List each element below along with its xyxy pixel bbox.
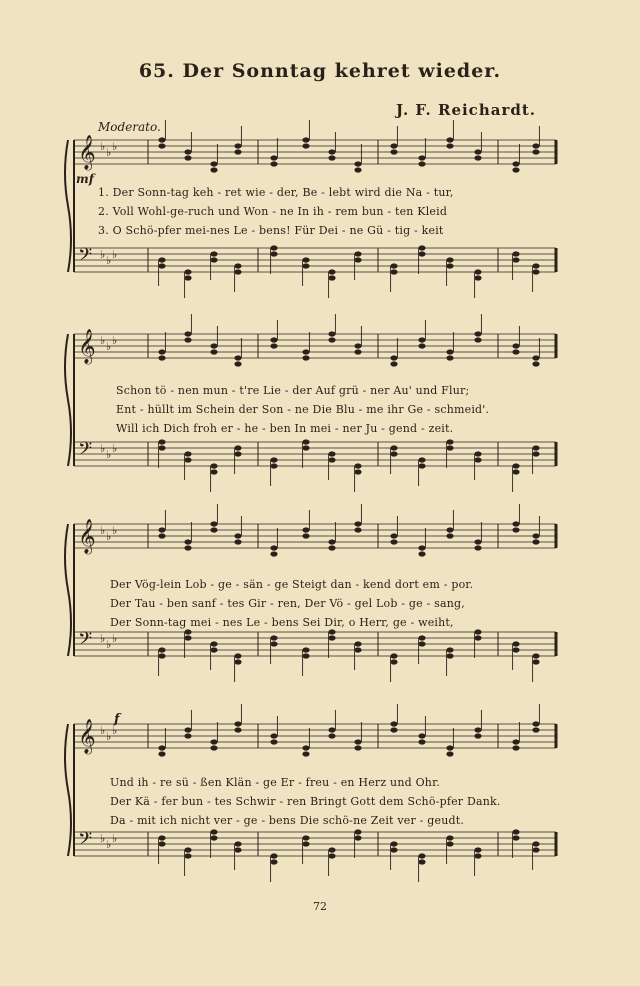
note-head [234,445,241,450]
note-head [302,263,309,268]
note-head [184,727,191,732]
flat-icon: ♭ [106,146,112,159]
note-head [418,457,425,462]
note-head [328,337,335,342]
note-head [418,859,425,864]
note-head [158,355,165,360]
note-head [302,257,309,262]
note-head [302,835,309,840]
note-head [234,269,241,274]
note-head [418,853,425,858]
note-head [270,739,277,744]
note-head [302,745,309,750]
note-head [184,545,191,550]
note-head [210,745,217,750]
note-head [512,257,519,262]
note-head [328,451,335,456]
note-head [328,539,335,544]
note-head [474,539,481,544]
dynamic-f: f [114,712,120,727]
note-head [302,647,309,652]
note-head [270,635,277,640]
note-head [354,251,361,256]
note-head [474,727,481,732]
note-head [390,263,397,268]
note-head [270,343,277,348]
note-head [270,245,277,250]
note-head [158,257,165,262]
flat-icon: ♭ [106,530,112,543]
note-head [328,269,335,274]
note-head [418,155,425,160]
note-head [418,641,425,646]
note-head [512,641,519,646]
note-head [234,841,241,846]
lyric-verse-1: Schon tö - nen mun - t're Lie - der Auf grü - ner Au' und Flur; [116,384,470,397]
note-head [328,149,335,154]
flat-icon: ♭ [100,248,106,261]
note-head [390,659,397,664]
note-head [234,721,241,726]
note-head [234,143,241,148]
note-head [390,269,397,274]
page-number: 72 [313,900,327,913]
note-head [210,167,217,172]
note-head [158,439,165,444]
note-head [270,463,277,468]
note-head [158,263,165,268]
bass-clef-icon: 𝄢 [78,245,93,270]
note-head [210,349,217,354]
note-head [446,257,453,262]
flat-icon: ♭ [100,632,106,645]
note-head [234,533,241,538]
flat-icon: ♭ [112,442,118,455]
note-head [446,841,453,846]
flat-icon: ♭ [112,140,118,153]
note-head [474,545,481,550]
note-head [184,847,191,852]
note-head [390,539,397,544]
note-head [512,251,519,256]
note-head [184,149,191,154]
lyric-verse-1: Der Vög-lein Lob - ge - sän - ge Steigt dan - kend dort em - por. [110,578,474,591]
note-head [210,521,217,526]
note-head [390,143,397,148]
note-head [446,445,453,450]
note-head [532,727,539,732]
note-head [302,349,309,354]
note-head [158,751,165,756]
note-head [532,143,539,148]
note-head [418,635,425,640]
note-head [210,257,217,262]
note-head [474,331,481,336]
note-head [512,161,519,166]
flat-icon: ♭ [112,524,118,537]
music-system-4 [60,716,560,886]
note-head [302,137,309,142]
note-head [270,337,277,342]
note-head [512,647,519,652]
note-head [474,847,481,852]
note-head [302,527,309,532]
note-head [474,733,481,738]
note-head [210,829,217,834]
note-head [302,355,309,360]
note-head [446,143,453,148]
note-head [390,355,397,360]
flat-icon: ♭ [106,448,112,461]
lyric-verse-1: Und ih - re sü - ßen Klän - ge Er - freu - en Herz und Ohr. [110,776,441,789]
note-head [270,859,277,864]
note-head [532,539,539,544]
note-head [210,343,217,348]
note-head [390,361,397,366]
note-head [532,659,539,664]
note-head [474,275,481,280]
note-head [328,545,335,550]
note-head [234,653,241,658]
note-head [158,445,165,450]
note-head [354,343,361,348]
flat-icon: ♭ [100,334,106,347]
note-head [234,847,241,852]
note-head [446,647,453,652]
tempo-marking: Moderato. [98,120,161,134]
flat-icon: ♭ [100,524,106,537]
note-head [210,647,217,652]
note-head [184,629,191,634]
note-head [390,721,397,726]
note-head [446,527,453,532]
flat-icon: ♭ [100,832,106,845]
bass-clef-icon: 𝄢 [78,439,93,464]
lyric-verse-2: Ent - hüllt im Schein der Son - ne Die Blu - me ihr Ge - schmeid'. [116,403,490,416]
note-head [158,527,165,532]
note-head [158,349,165,354]
note-head [474,457,481,462]
flat-icon: ♭ [112,632,118,645]
note-head [390,451,397,456]
brace [65,334,71,466]
note-head [390,847,397,852]
flat-icon: ♭ [106,638,112,651]
note-head [512,343,519,348]
note-head [446,835,453,840]
note-head [210,469,217,474]
note-head [474,269,481,274]
flat-icon: ♭ [106,254,112,267]
flat-icon: ♭ [106,340,112,353]
note-head [302,653,309,658]
brace [65,524,71,656]
note-head [474,155,481,160]
note-head [446,137,453,142]
note-head [234,727,241,732]
note-head [446,745,453,750]
flat-icon: ♭ [100,442,106,455]
note-head [390,149,397,154]
note-head [418,733,425,738]
note-head [302,751,309,756]
note-head [234,659,241,664]
note-head [302,143,309,148]
note-head [210,463,217,468]
treble-clef-icon: 𝄞 [78,329,96,364]
note-head [184,733,191,738]
note-head [158,647,165,652]
music-system-1 [60,132,560,302]
lyric-verse-3: 3. O Schö-pfer mei-nes Le - bens! Für Dei - ne Gü - tig - keit [98,224,444,237]
hymn-title: 65. Der Sonntag kehret wieder. [138,60,502,82]
note-head [210,641,217,646]
note-head [512,829,519,834]
lyric-verse-3: Will ich Dich froh er - he - ben In mei - ner Ju - gend - zeit. [116,422,454,435]
note-head [390,445,397,450]
note-head [512,521,519,526]
note-head [270,161,277,166]
note-head [354,161,361,166]
note-head [184,331,191,336]
note-head [418,551,425,556]
note-head [270,733,277,738]
note-head [302,533,309,538]
flat-icon: ♭ [112,724,118,737]
note-head [184,451,191,456]
note-head [354,745,361,750]
note-head [270,545,277,550]
note-head [354,835,361,840]
note-head [512,739,519,744]
note-head [354,349,361,354]
note-head [210,739,217,744]
note-head [210,835,217,840]
music-system-3 [60,516,560,686]
note-head [474,451,481,456]
note-head [474,853,481,858]
note-head [390,727,397,732]
note-head [532,841,539,846]
note-head [234,361,241,366]
note-head [158,745,165,750]
note-head [354,739,361,744]
note-head [532,361,539,366]
note-head [234,355,241,360]
note-head [234,539,241,544]
note-head [446,751,453,756]
note-head [354,829,361,834]
note-head [328,275,335,280]
note-head [328,155,335,160]
note-head [184,853,191,858]
note-head [328,847,335,852]
flat-icon: ♭ [112,248,118,261]
flat-icon: ♭ [112,832,118,845]
note-head [418,251,425,256]
note-head [270,641,277,646]
note-head [354,257,361,262]
brace [65,140,71,272]
note-head [234,451,241,456]
note-head [158,143,165,148]
note-head [418,545,425,550]
note-head [418,463,425,468]
note-head [446,653,453,658]
note-head [354,167,361,172]
note-head [532,451,539,456]
note-head [532,445,539,450]
note-head [418,337,425,342]
note-head [532,533,539,538]
note-head [512,527,519,532]
note-head [474,629,481,634]
note-head [512,745,519,750]
note-head [512,167,519,172]
treble-clef-icon: 𝄞 [78,135,96,170]
note-head [390,653,397,658]
note-head [184,275,191,280]
note-head [446,355,453,360]
note-head [270,457,277,462]
note-head [390,533,397,538]
lyric-verse-2: Der Tau - ben sanf - tes Gir - ren, Der Vö - gel Lob - ge - sang, [110,597,465,610]
flat-icon: ♭ [106,838,112,851]
note-head [184,155,191,160]
note-head [210,527,217,532]
note-head [474,149,481,154]
note-head [532,653,539,658]
note-head [184,337,191,342]
note-head [158,137,165,142]
note-head [158,835,165,840]
note-head [446,263,453,268]
note-head [184,269,191,274]
note-head [354,521,361,526]
note-head [446,533,453,538]
note-head [328,635,335,640]
note-head [158,533,165,538]
lyric-verse-1: 1. Der Sonn-tag keh - ret wie - der, Be - lebt wird die Na - tur, [98,186,454,199]
note-head [446,439,453,444]
note-head [158,653,165,658]
note-head [302,445,309,450]
note-head [390,841,397,846]
note-head [302,439,309,444]
note-head [532,269,539,274]
note-head [158,841,165,846]
note-head [418,245,425,250]
lyric-verse-3: Da - mit ich nicht ver - ge - bens Die schö-ne Zeit ver - geudt. [110,814,465,827]
bass-clef-icon: 𝄢 [78,829,93,854]
note-head [354,527,361,532]
note-head [210,251,217,256]
note-head [328,733,335,738]
note-head [184,457,191,462]
note-head [418,739,425,744]
note-head [532,149,539,154]
brace [65,724,71,856]
note-head [446,349,453,354]
treble-clef-icon: 𝄞 [78,719,96,754]
note-head [512,349,519,354]
note-head [354,647,361,652]
note-head [532,263,539,268]
note-head [512,835,519,840]
note-head [302,841,309,846]
bass-clef-icon: 𝄢 [78,629,93,654]
note-head [234,263,241,268]
dynamic-mf: mf [76,172,94,186]
flat-icon: ♭ [106,730,112,743]
note-head [512,463,519,468]
note-head [354,463,361,468]
note-head [474,337,481,342]
note-head [234,149,241,154]
note-head [418,343,425,348]
note-head [532,847,539,852]
note-head [184,539,191,544]
note-head [354,641,361,646]
note-head [474,635,481,640]
note-head [418,161,425,166]
note-head [270,853,277,858]
note-head [328,457,335,462]
composer-credit: J. F. Reichardt. [396,101,536,119]
note-head [532,355,539,360]
note-head [328,727,335,732]
flat-icon: ♭ [100,140,106,153]
note-head [328,331,335,336]
lyric-verse-2: Der Kä - fer bun - tes Schwir - ren Bringt Gott dem Schö-pfer Dank. [110,795,501,808]
lyric-verse-3: Der Sonn-tag mei - nes Le - bens Sei Dir, o Herr, ge - weiht, [110,616,454,629]
note-head [210,161,217,166]
note-head [354,469,361,474]
note-head [512,469,519,474]
note-head [270,251,277,256]
flat-icon: ♭ [100,724,106,737]
note-head [270,551,277,556]
note-head [328,853,335,858]
treble-clef-icon: 𝄞 [78,519,96,554]
flat-icon: ♭ [112,334,118,347]
note-head [328,629,335,634]
note-head [270,155,277,160]
note-head [184,635,191,640]
music-system-2 [60,326,560,496]
note-head [532,721,539,726]
lyric-verse-2: 2. Voll Wohl-ge-ruch und Won - ne In ih - rem bun - ten Kleid [98,205,448,218]
